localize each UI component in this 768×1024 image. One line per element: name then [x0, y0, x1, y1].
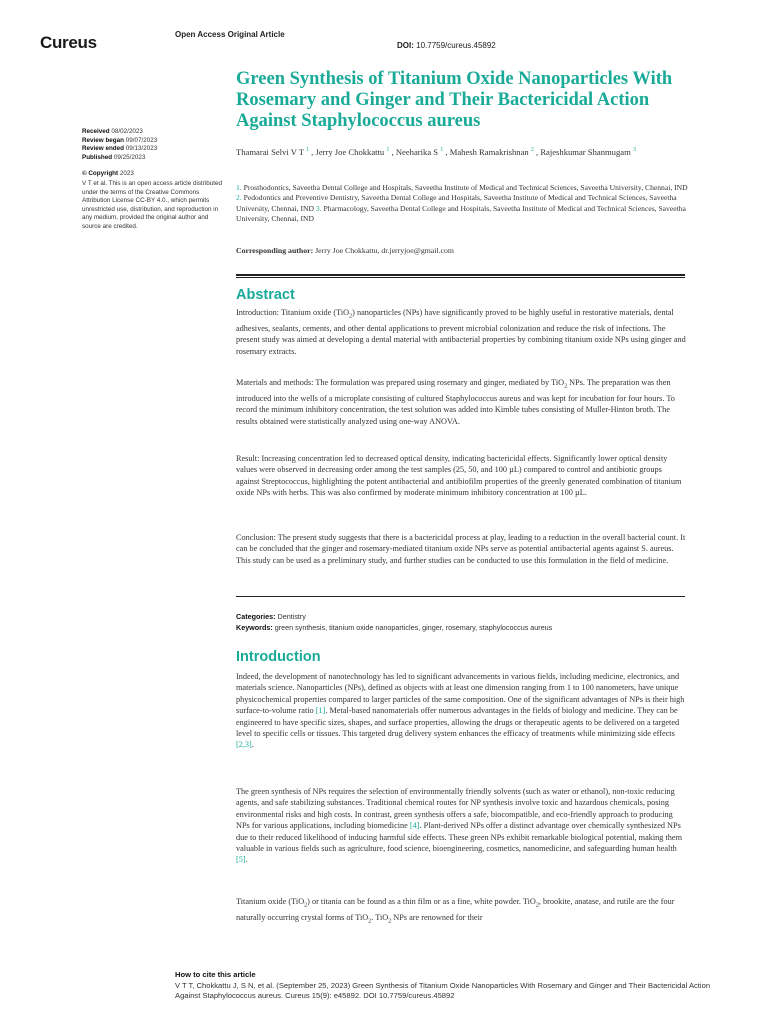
author-name[interactable]: Neeharika S	[395, 146, 439, 157]
author-affiliation-ref[interactable]: 1	[306, 147, 310, 153]
affiliation-text: Prosthodontics, Saveetha Dental College and Hospitals, Saveetha Institute of Medical and Technical Sciences, Saveetha University, Chennai, IND	[243, 183, 688, 192]
abstract-results: Result: Increasing concentration led to decreased optical density, indicating bactericidal effects. Significantly lower optical density values were observed in decreasing order among the test samples (25, 50, and 100 µL) compared to control and antibiotic groups against Streptococcus, highlighting the potent antibacterial and antibiofilm properties of the greenly generated combination of titanium oxide NPs with herbs. This was also confirmed by moderate minimum inhibitory concentration at 100 µL.	[236, 454, 682, 498]
affiliation-number: 1.	[236, 183, 242, 192]
license-text: V T et al. This is an open access article distributed under the terms of the Creative Commons Attribution License CC-BY 4.0., which permits unrestricted use, distribution, and reproduction in any medium, provided the original author and source are credited.	[82, 179, 223, 230]
article-title: Green Synthesis of Titanium Oxide Nanoparticles With Rosemary and Ginger and Their Bactericidal Action Against Staphylococcus aureus	[236, 69, 673, 131]
author-list: Thamarai Selvi V T $^1$ , Jerry Joe Chokkattu $^1$ , Neeharika S $^1$ , Mahesh Ramakrishnan $^2$ , Rajeshkumar Shanmugam $^3$	[236, 146, 636, 157]
affiliations	[236, 183, 691, 225]
citation-link[interactable]: [2,3]	[236, 740, 252, 750]
introduction-paragraph: Titanium oxide (TiO$_2$) or titania can be found as a thin film or as a fine, white powder. TiO$_2$, brookite, anatase, and rutile are the four naturally occurring crystal forms of TiO$_2$. TiO$_2$ NPs are renowned for their	[236, 897, 675, 925]
author-affiliation-ref[interactable]: 2	[530, 147, 534, 153]
author-name[interactable]: Thamarai Selvi V T	[236, 146, 304, 157]
received-date: Received 08/02/2023	[82, 128, 143, 135]
keywords-list: green synthesis, titanium oxide nanoparticles, ginger, rosemary, staphylococcus aureus	[274, 622, 553, 632]
affiliation-text: Pedodontics and Preventive Dentistry, Saveetha Dental College and Hospitals, Saveetha Institute of Medical and Technical Sciences, Saveetha University, Chennai, IND	[236, 193, 677, 213]
author-affiliation-ref[interactable]: 3	[632, 147, 636, 153]
citation-link[interactable]: [5]	[236, 855, 246, 865]
section-divider	[236, 596, 685, 597]
author-name[interactable]: Rajeshkumar Shanmugam	[540, 146, 631, 157]
review-ended-date: Review ended 09/13/2023	[82, 145, 158, 153]
journal-logo: Cureus	[40, 33, 97, 52]
corresponding-author: Corresponding author: Jerry Joe Chokkattu, dr.jerryjoe@gmail.com	[236, 246, 454, 255]
doi-header	[397, 41, 496, 50]
categories-block	[236, 612, 686, 633]
introduction-paragraph: Indeed, the development of nanotechnology has led to significant advancements in various fields, including medicine, electronics, and materials science. Nanoparticles (NPs), defined as objects with at least one dimension ranging from 1 to 100 nanometers, have unique physicochemical properties compared to larger particles of the same composition. One of the significant advantages of NPs is their high surface-to-volume ratio [1]. Metal-based nanomaterials offer numerous advantages in the fields of biology and medicine. They can be engineered to have specific sizes, shapes, and surface properties, allowing the drugs or therapeutic agents to be delivered on a targeted level to specific cells or tissues. This targeted drug delivery system enhances the efficacy of treatments while minimizing side effects [2,3].	[236, 672, 685, 750]
affiliation-number: 3.	[315, 203, 322, 213]
introduction-heading: Introduction	[236, 649, 321, 665]
keywords-row: Keywords: green synthesis, titanium oxide nanoparticles, ginger, rosemary, staphylococcus aureus	[236, 622, 553, 632]
citation-link[interactable]: [4]	[409, 821, 420, 831]
corresponding-author-email[interactable]: Jerry Joe Chokkattu, dr.jerryjoe@gmail.com	[315, 246, 454, 255]
citation-link[interactable]: [1]	[315, 706, 326, 716]
affiliation-number: 2.	[236, 193, 242, 203]
doi-prefix: DOI:	[397, 41, 414, 50]
article-type: Open Access Original Article	[175, 30, 285, 39]
copyright: © Copyright 2023	[82, 170, 134, 178]
author-name[interactable]: Jerry Joe Chokkattu	[315, 146, 385, 157]
abstract-introduction: Introduction: Titanium oxide (TiO$_2$) nanoparticles (NPs) have significantly proved to be highly useful in restorative materials, dental adhesives, sealants, cements, and other dental applications to prevent microbial colonization and reduce the risk of infections. The present study was aimed at developing a dental material with antibacterial properties by combining titanium oxide NPs using ginger and rosemary extracts.	[236, 308, 686, 356]
publication-sidebar	[82, 128, 222, 232]
section-divider	[236, 274, 685, 278]
introduction-paragraph: The green synthesis of NPs requires the selection of environmentally friendly solvents (such as water or ethanol), non-toxic reducing agents, and safe stabilizing substances. Traditional chemical routes for NP synthesis involve toxic and hazardous chemicals, posing environmental risks and high costs. In contrast, green synthesis offers a safe, biocompatible, and eco-friendly approach to producing NPs for various applications, including biomedicine [4]. Plant-derived NPs offer a distinct advantage over chemically synthesized NPs due to their reduced likelihood of inducing harmful side effects. These green NPs exhibit remarkable biological potential, making them valuable in various fields such as agriculture, food science, bioengineering, cosmetics, nanomedicine, and safeguarding human health [5].	[236, 787, 682, 865]
author-name[interactable]: Mahesh Ramakrishnan	[449, 146, 529, 157]
how-to-cite	[175, 970, 735, 1002]
categories-row: Categories: Dentistry	[236, 612, 306, 621]
cite-heading: How to cite this article	[175, 970, 256, 979]
abstract-methods: Materials and methods: The formulation was prepared using rosemary and ginger, mediated by TiO$_2$ NPs. The preparation was then introduced into the wells of a microplate consisting of cultured Staphylococcus aureus and was kept for incubation for four hours. To record the minimum inhibitory concentration, the test solution was added into Kimble tubes consisting of Muller-Hinton broth. The results obtained were statistically analyzed using one-way ANOVA.	[236, 378, 675, 426]
review-began-date: Review began 09/07/2023	[82, 136, 158, 144]
category-link[interactable]: Dentistry	[277, 612, 306, 621]
affiliation-text: Pharmacology, Saveetha Dental College and Hospitals, Saveetha Institute of Medical and Technical Sciences, Saveetha University, Chennai, IND	[236, 203, 686, 224]
author-affiliation-ref[interactable]: 1	[386, 147, 390, 153]
published-date: Published 09/25/2023	[82, 153, 146, 161]
doi-link[interactable]: 10.7759/cureus.45892	[416, 41, 496, 50]
cite-text: V T T, Chokkattu J, S N, et al. (September 25, 2023) Green Synthesis of Titanium Oxide Nanoparticles With Rosemary and Ginger and Their Bactericidal Action Against Staphylococcus aureus. Cureus 15(9): e45892. DOI 10.7759/cureus.45892	[175, 980, 711, 1001]
author-affiliation-ref[interactable]: 1	[440, 147, 444, 153]
abstract-heading: Abstract	[236, 287, 295, 303]
abstract-conclusion: Conclusion: The present study suggests that there is a bactericidal process at play, leading to a reduction in the overall bacterial count. It can be concluded that the ginger and rosemary-mediated titanium oxide NPs serve as potential antibacterial agents against S. aureus. This study can be used as a preliminary study, and further studies can be conducted to use this formulation in the field of medicine.	[236, 533, 686, 565]
